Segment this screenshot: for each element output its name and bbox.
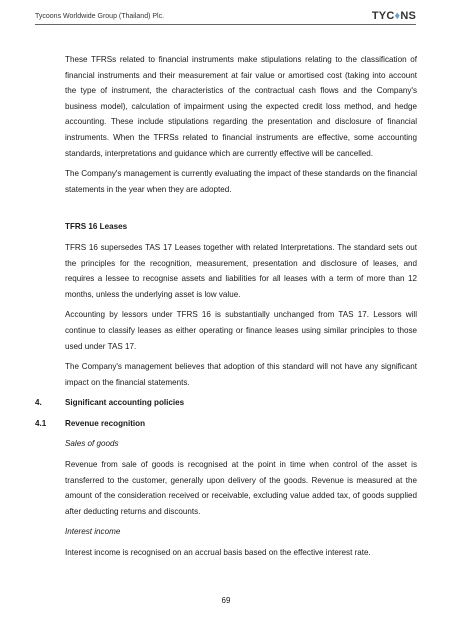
section-4-1-heading (35, 416, 417, 432)
heading-tfrs16: TFRS 16 Leases (65, 222, 128, 232)
paragraph-lessors: Accounting by lessors under TFRS 16 is substantially unchanged from TAS 17. Lessors will continue to classify leases as either operating or finance leases using similar principles to those used under TAS 17. (65, 310, 417, 351)
logo-suffix: NS (400, 10, 416, 22)
paragraph-interest-income: Interest income is recognised on an accrual basis based on the effective interest rate. (65, 548, 371, 558)
logo-prefix: TYC (371, 10, 395, 22)
section-4-title: Significant accounting policies (65, 398, 185, 408)
paragraph-tfrs16-impact: The Company's management believes that adoption of this standard will not have any significant impact on the financial statements. (65, 362, 417, 387)
subheading-interest-income: Interest income (65, 527, 121, 537)
company-logo (372, 10, 416, 22)
header-divider (35, 24, 416, 25)
section-4-1-title: Revenue recognition (65, 418, 146, 428)
paragraph-sales-revenue: Revenue from sale of goods is recognised at the point in time when control of the asset is transferred to the customer, generally upon delivery of the goods. Revenue is measured at the amount of the consideration received or receivable, excluding value added tax, of goods supplied after deducting returns and discounts. (65, 460, 417, 516)
section-4-heading (35, 395, 417, 411)
page-number: 69 (221, 596, 231, 605)
paragraph-financial-instruments: These TFRSs related to financial instruments make stipulations relating to the classification of financial instruments and their measurement at fair value or amortised cost (taking into account the type of instrument, the characteristics of the contractual cash flows and the Company's business model), calculation of impairment using the expected credit loss method, and hedge accounting. These include stipulations regarding the presentation and disclosure of financial instruments. When the TFRSs related to financial instruments are effective, some accounting standards, interpretations and guidance which are currently effective will be cancelled. (65, 55, 417, 158)
page-body (35, 52, 417, 561)
section-4-number: 4. (35, 398, 42, 408)
header-company-name: Tycoons Worldwide Group (Thailand) Plc. (35, 13, 165, 20)
subheading-sales-of-goods: Sales of goods (65, 439, 119, 449)
section-4-1-number: 4.1 (35, 418, 47, 428)
paragraph-management-evaluation: The Company's management is currently evaluating the impact of these standards on the financial statements in the year when they are adopted. (65, 169, 417, 194)
paragraph-tfrs16-supersedes: TFRS 16 supersedes TAS 17 Leases together with related Interpretations. The standard sets out the principles for the recognition, measurement, presentation and disclosure of leases, and requires a lessee to recognise assets and liabilities for all leases with a term of more than 12 months, unless the underlying asset is low value. (65, 242, 417, 299)
logo-mark-icon: ♦ (394, 10, 401, 22)
